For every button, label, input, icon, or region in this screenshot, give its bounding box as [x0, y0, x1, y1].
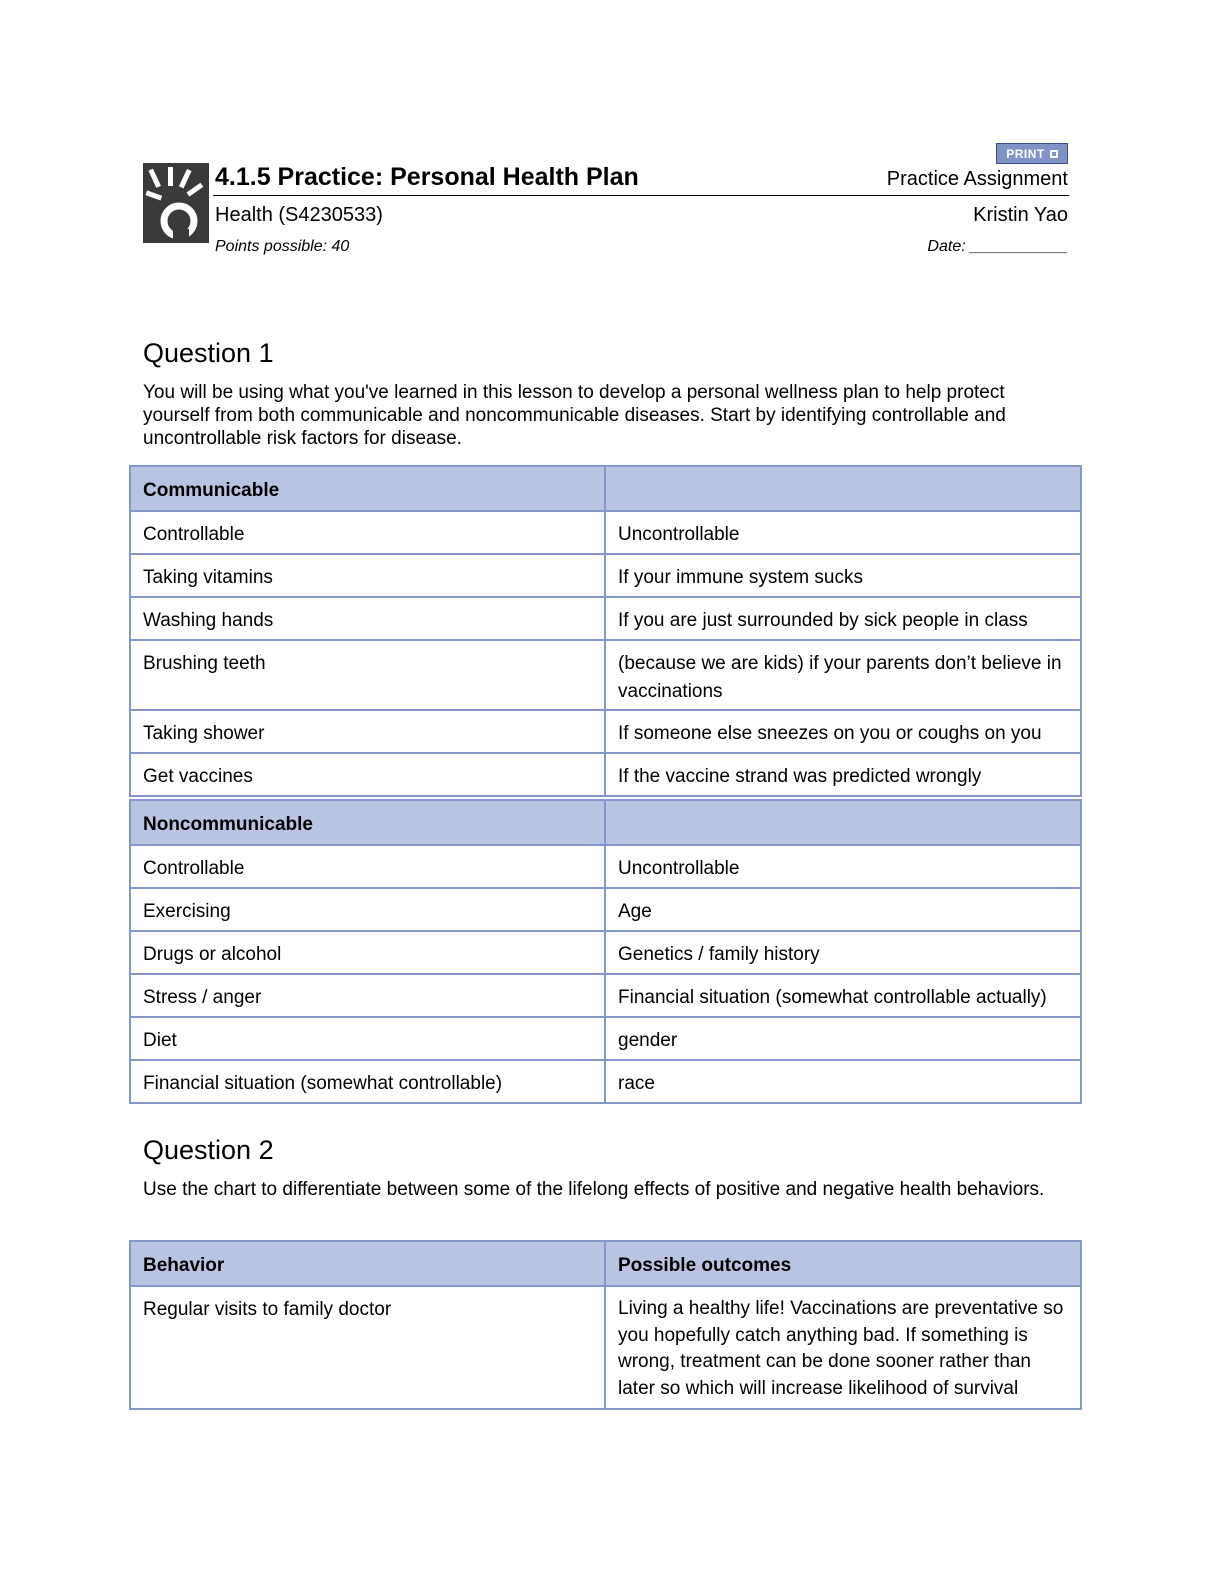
- table-row: [130, 974, 1081, 1017]
- table-header-row: [130, 466, 1081, 511]
- table-cell: Exercising: [130, 888, 605, 931]
- points-possible: Points possible: 40: [215, 238, 350, 255]
- course-name: Health (S4230533): [215, 204, 383, 226]
- question-1-heading: Question 1: [143, 338, 274, 368]
- student-name: Kristin Yao: [973, 204, 1068, 226]
- table-header-cell: Behavior: [130, 1241, 605, 1286]
- table-row: [130, 845, 1081, 888]
- table-row: [130, 554, 1081, 597]
- question-1-prompt: You will be using what you've learned in this lesson to develop a personal wellness plan to help protect yourself from both communicable and noncommunicable diseases. Start by identifying controllable and uncontrollable risk factors for disease.: [143, 382, 1006, 449]
- communicable-table: [129, 465, 1082, 797]
- table-header-cell: [605, 800, 1081, 845]
- table-header-cell: [605, 466, 1081, 511]
- print-button[interactable]: [996, 143, 1068, 164]
- table-cell: Living a healthy life! Vaccinations are preventative so you hopefully catch anything bad. If something is wrong, treatment can be done sooner rather than later so which will increase likelihood of survival: [605, 1286, 1081, 1409]
- table-header-row: [130, 1241, 1081, 1286]
- table-row: [130, 1286, 1081, 1409]
- table-row: [130, 1017, 1081, 1060]
- table-cell: Financial situation (somewhat controllable): [130, 1060, 605, 1103]
- print-label: PRINT: [1006, 146, 1045, 161]
- table-cell: Taking vitamins: [130, 554, 605, 597]
- table-cell: Brushing teeth: [130, 640, 605, 710]
- table-cell: Uncontrollable: [605, 511, 1081, 554]
- table-cell: Stress / anger: [130, 974, 605, 1017]
- table-row: [130, 753, 1081, 796]
- table-cell: Regular visits to family doctor: [130, 1286, 605, 1409]
- table-cell: If the vaccine strand was predicted wrongly: [605, 753, 1081, 796]
- table-cell: If your immune system sucks: [605, 554, 1081, 597]
- table-cell: race: [605, 1060, 1081, 1103]
- table-header-cell: Possible outcomes: [605, 1241, 1081, 1286]
- table-header-cell: Noncommunicable: [130, 800, 605, 845]
- table-row: [130, 1060, 1081, 1103]
- table-cell: Washing hands: [130, 597, 605, 640]
- table-cell: If someone else sneezes on you or coughs on you: [605, 710, 1081, 753]
- assignment-type: Practice Assignment: [886, 168, 1068, 190]
- table-header-row: [130, 800, 1081, 845]
- table-cell: Age: [605, 888, 1081, 931]
- table-header-cell: Communicable: [130, 466, 605, 511]
- table-row: [130, 931, 1081, 974]
- noncommunicable-table: [129, 799, 1082, 1104]
- table-row: [130, 888, 1081, 931]
- table-row: [130, 710, 1081, 753]
- question-2-heading: Question 2: [143, 1135, 274, 1165]
- table-cell: Taking shower: [130, 710, 605, 753]
- behavior-outcomes-table: [129, 1240, 1082, 1410]
- table-row: [130, 511, 1081, 554]
- table-cell: Controllable: [130, 511, 605, 554]
- table-cell: Financial situation (somewhat controllable actually): [605, 974, 1081, 1017]
- table-cell: Controllable: [130, 845, 605, 888]
- table-cell: Uncontrollable: [605, 845, 1081, 888]
- table-cell: (because we are kids) if your parents don’t believe in vaccinations: [605, 640, 1081, 710]
- question-2-prompt: Use the chart to differentiate between some of the lifelong effects of positive and negative health behaviors.: [143, 1179, 1045, 1200]
- table-cell: Get vaccines: [130, 753, 605, 796]
- print-icon: [1050, 150, 1058, 158]
- date-field: Date: ___________: [927, 238, 1068, 255]
- sun-logo-icon: [143, 163, 209, 243]
- table-cell: Diet: [130, 1017, 605, 1060]
- table-row: [130, 597, 1081, 640]
- table-row: [130, 640, 1081, 710]
- page-title: 4.1.5 Practice: Personal Health Plan: [215, 163, 639, 191]
- table-cell: Drugs or alcohol: [130, 931, 605, 974]
- header-divider: [213, 195, 1069, 196]
- table-cell: gender: [605, 1017, 1081, 1060]
- table-cell: If you are just surrounded by sick people in class: [605, 597, 1081, 640]
- table-cell: Genetics / family history: [605, 931, 1081, 974]
